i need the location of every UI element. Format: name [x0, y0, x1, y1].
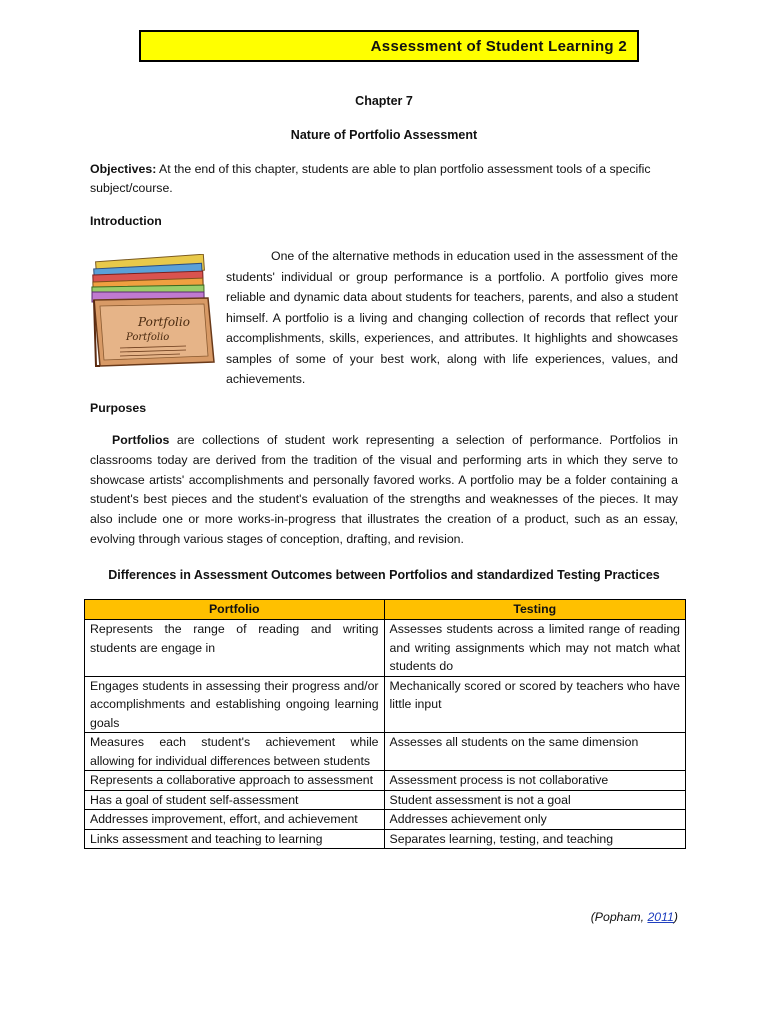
chapter-number: Chapter 7 [355, 94, 413, 108]
objectives-paragraph [90, 160, 680, 198]
svg-text:Portfolio: Portfolio [126, 332, 170, 343]
table-title: Differences in Assessment Outcomes between Portfolios and standardized Testing Practices [108, 568, 660, 582]
table-cell-testing: Separates learning, testing, and teaching [384, 829, 685, 849]
differences-table [84, 599, 686, 849]
table-cell-testing: Student assessment is not a goal [384, 790, 685, 810]
table-cell-portfolio: Links assessment and teaching to learning [85, 829, 385, 849]
table-cell-portfolio: Measures each student's achievement while allowing for individual differences between students [85, 733, 385, 771]
citation-suffix: ) [673, 910, 678, 924]
objectives-text: At the end of this chapter, students are able to plan portfolio assessment tools of a specific subject/course. [90, 162, 651, 195]
svg-text:Portfolio: Portfolio [138, 315, 190, 329]
table-cell-testing: Assessment process is not collaborative [384, 771, 685, 791]
table-row [85, 620, 686, 677]
table-cell-testing: Addresses achievement only [384, 810, 685, 830]
purposes-lead: Portfolios [112, 433, 170, 447]
table-row [85, 733, 686, 771]
table-row [85, 790, 686, 810]
purposes-heading: Purposes [90, 401, 147, 415]
table-cell-portfolio: Engages students in assessing their progress and/or accomplishments and establishing ongoing learning goals [85, 676, 385, 733]
header-title: Assessment of Student Learning 2 [370, 38, 627, 55]
citation-year-link[interactable]: 2011 [647, 910, 674, 924]
table-cell-testing: Mechanically scored or scored by teachers who have little input [384, 676, 685, 733]
purposes-paragraph [90, 431, 678, 550]
table-cell-portfolio: Represents a collaborative approach to assessment [85, 771, 385, 791]
table-header-row [85, 600, 686, 620]
table-cell-portfolio: Represents the range of reading and writing students are engage in [85, 620, 385, 677]
table-cell-portfolio: Addresses improvement, effort, and achievement [85, 810, 385, 830]
table-row [85, 810, 686, 830]
table-cell-testing: Assesses students across a limited range of reading and writing assignments which may not match what students do [384, 620, 685, 677]
table-row [85, 771, 686, 791]
introduction-paragraph: One of the alternative methods in education used in the assessment of the students' individual or group performance is a portfolio. A portfolio gives more reliable and dynamic data about students for teachers, parents, and also a student himself. A portfolio is a living and changing collection of records that reflect your accomplishments, skills, experiences, and attributes. It highlights and showcases samples of some of your best work, along with life experiences, values, and achievements. [226, 249, 678, 386]
table-cell-testing: Assesses all students on the same dimension [384, 733, 685, 771]
objectives-label: Objectives: [90, 162, 157, 176]
portfolio-folders-illustration [90, 254, 220, 372]
table-row [85, 676, 686, 733]
purposes-text: are collections of student work representing a selection of performance. Portfolios in classrooms today are derived from the tradition of the visual and performing arts in which they serve to showcase artists' accomplishments and personally favored works. A portfolio may be a folder containing a student's best pieces and the student's evaluation of the strengths and weaknesses of the pieces. It may also include one or more works-in-progress that illustrates the creation of a product, such as an essay, evolving through various stages of conception, drafting, and revision. [90, 433, 678, 546]
column-header-portfolio: Portfolio [85, 600, 385, 620]
table-row [85, 829, 686, 849]
table-cell-portfolio: Has a goal of student self-assessment [85, 790, 385, 810]
header-banner [139, 30, 639, 62]
chapter-title: Nature of Portfolio Assessment [290, 128, 478, 142]
introduction-heading: Introduction [90, 214, 162, 228]
column-header-testing: Testing [384, 600, 685, 620]
citation [591, 910, 678, 924]
citation-prefix: (Popham, [590, 910, 648, 924]
